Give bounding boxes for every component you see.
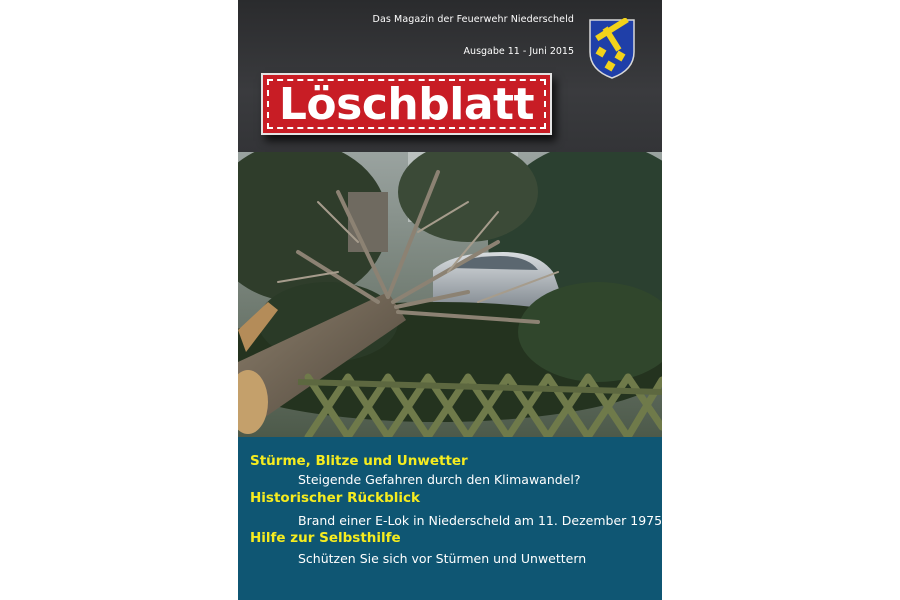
coat-of-arms-icon: [588, 18, 636, 80]
subline-storms: Steigende Gefahren durch den Klimawandel?: [298, 472, 581, 487]
cover-header: [238, 0, 662, 152]
masthead: [261, 73, 552, 135]
headline-self-help: Hilfe zur Selbsthilfe: [250, 530, 401, 546]
subline-history: Brand einer E-Lok in Niederscheld am 11. Dezember 1975: [298, 513, 662, 528]
cover-photo-illustration: [238, 152, 662, 437]
magazine-cover: [238, 0, 662, 600]
headline-history: Historischer Rückblick: [250, 490, 421, 506]
cover-headlines: [238, 437, 662, 600]
magazine-subtitle: Das Magazin der Feuerwehr Niederscheld: [372, 14, 574, 25]
headline-storms: Stürme, Blitze und Unwetter: [250, 453, 468, 469]
subline-self-help: Schützen Sie sich vor Stürmen und Unwettern: [298, 551, 587, 566]
issue-label: Ausgabe 11 - Juni 2015: [463, 46, 574, 57]
cover-photo: [238, 152, 662, 437]
masthead-title: Löschblatt: [278, 78, 535, 130]
